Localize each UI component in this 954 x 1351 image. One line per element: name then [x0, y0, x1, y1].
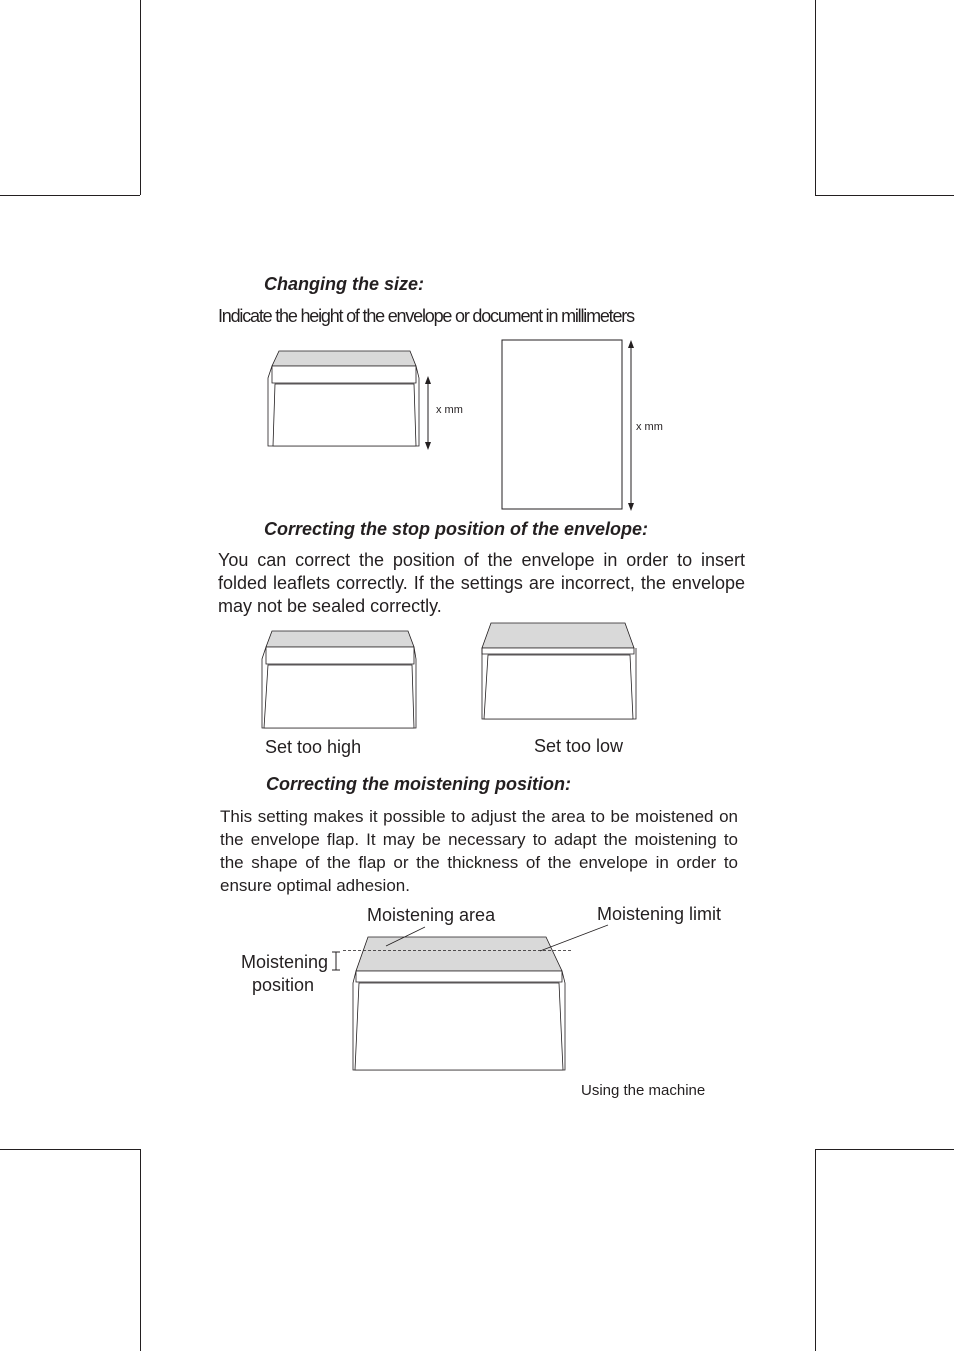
stop-body: You can correct the position of the envelope in order to insert folded leaflets correctly. If the settings are incorrect, the envelope may not be sealed correctly. [218, 550, 745, 616]
size-document-dim-label: x mm [636, 421, 663, 433]
moistening-envelope-illustration [353, 937, 565, 1070]
size-heading: Changing the size: [264, 274, 425, 294]
footer-section-name: Using the machine [581, 1082, 706, 1099]
size-intro: Indicate the height of the envelope or document in millimeters [218, 306, 634, 326]
moistening-heading: Correcting the moistening position: [266, 774, 571, 794]
moistening-position-bracket [332, 952, 340, 970]
stop-heading: Correcting the stop position of the envelope: [264, 519, 649, 539]
moistening-position-label-line1: Moistening [241, 952, 329, 972]
moistening-area-label: Moistening area [367, 905, 496, 925]
moistening-limit-leader [540, 925, 608, 951]
moistening-position-label-line2: position [252, 975, 315, 995]
size-envelope-dim-label: x mm [436, 404, 463, 416]
stop-caption-low: Set too low [534, 736, 624, 756]
stop-caption-high: Set too high [265, 737, 362, 757]
moistening-limit-label: Moistening limit [597, 904, 722, 924]
moistening-body: This setting makes it possible to adjust the area to be moistened on the envelope flap. It may be necessary to adapt the moistening to the shape of the flap or the thickness of the envelope in order to ensure optimal adhesion. [220, 807, 738, 895]
